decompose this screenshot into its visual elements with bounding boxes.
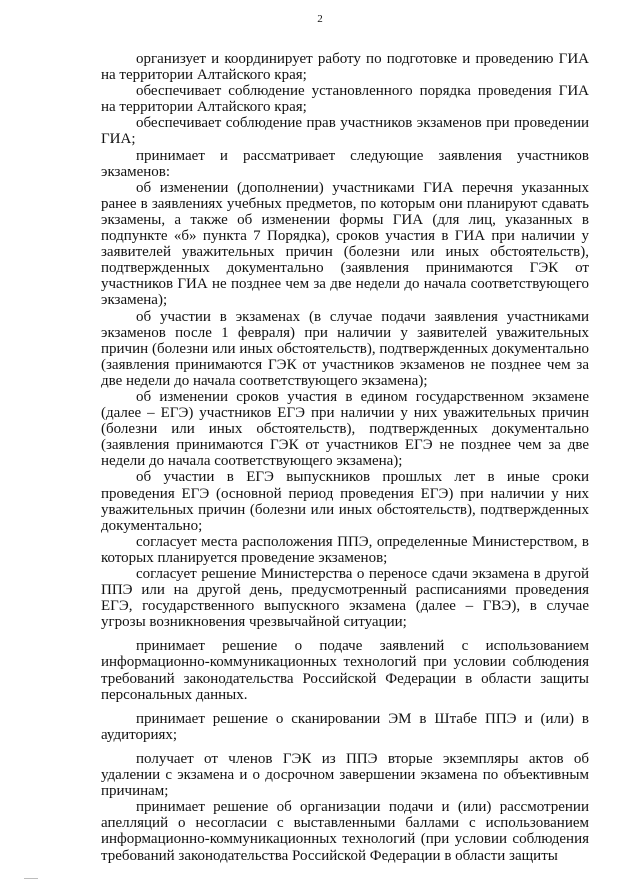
paragraph-removal-acts: получает от членов ГЭК из ППЭ вторые экземпляры актов об удалении с экзамена и о досрочном завершении экзамена по объективным причинам; xyxy=(101,750,589,800)
paragraph-subject-change: об изменении (дополнении) участниками ГИА перечня указанных ранее в заявлениях учебных предметов, по которым они планируют сдавать экзамены, а также об изменении формы ГИА (для лиц, указанных в подпункте «б» пункта 7 Порядка), сроков участия в ГИА при наличии у заявителей уважительных причин (болезни или иных обстоятельств), подтвержденных документально (заявления принимаются ГЭК от участников ГИА не позднее чем за две недели до начала соответствующего экзамена); xyxy=(101,179,589,309)
paragraph-exam-transfer: согласует решение Министерства о переносе сдачи экзамена в другой ППЭ или на другой день, предусмотренный расписаниями проведения ЕГЭ, государственного выпускного экзамена (далее – ГВЭ), в случае угрозы возникновения чрезвычайной ситуации; xyxy=(101,566,589,631)
document-body xyxy=(101,51,589,864)
paragraph-late-participation: об участии в экзаменах (в случае подачи заявления участниками экзаменов после 1 февраля) при наличии у заявителей уважительных причин (болезни или иных обстоятельств), подтвержденных документально (заявления принимаются ГЭК от участников экзаменов не позднее чем за две недели до начала соответствующего экзамена); xyxy=(101,308,589,389)
paragraph-ensures-procedure: обеспечивает соблюдение установленного порядка проведения ГИА на территории Алтайского края; xyxy=(101,83,589,116)
paragraph-ict-applications: принимает решение о подаче заявлений с использованием информационно-коммуникационных технологий при условии соблюдения требований законодательства Российской Федерации в области защиты персональных данных. xyxy=(101,638,589,703)
page-number: 2 xyxy=(317,13,323,25)
paragraph-scanning-decision: принимает решение о сканировании ЭМ в Штабе ППЭ и (или) в аудиториях; xyxy=(101,710,589,743)
paragraph-past-graduates: об участии в ЕГЭ выпускников прошлых лет в иные сроки проведения ЕГЭ (основной период проведения ЕГЭ) при наличии у них уважительных причин (болезни или иных обстоятельств), подтвержденных документально; xyxy=(101,469,589,534)
footer-divider xyxy=(24,878,38,879)
paragraph-accepts-applications: принимает и рассматривает следующие заявления участников экзаменов: xyxy=(101,147,589,180)
paragraph-ensures-rights: обеспечивает соблюдение прав участников экзаменов при проведении ГИА; xyxy=(101,115,589,148)
paragraph-appeals-ict: принимает решение об организации подачи и (или) рассмотрении апелляций о несогласии с выставленными баллами с использованием информационно-коммуникационных технологий (при условии соблюдения требований законодательства Российской Федерации в области защиты xyxy=(101,799,589,864)
paragraph-organizes-gia: организует и координирует работу по подготовке и проведению ГИА на территории Алтайского края; xyxy=(101,51,589,84)
paragraph-ppe-locations: согласует места расположения ППЭ, определенные Министерством, в которых планируется проведение экзаменов; xyxy=(101,533,589,566)
paragraph-ege-date-change: об изменении сроков участия в едином государственном экзамене (далее – ЕГЭ) участников ЕГЭ при наличии у них уважительных причин (болезни или иных обстоятельств), подтвержденных документально (заявления принимаются ГЭК от участников ЕГЭ не позднее чем за две недели до начала соответствующего экзамена); xyxy=(101,388,589,470)
